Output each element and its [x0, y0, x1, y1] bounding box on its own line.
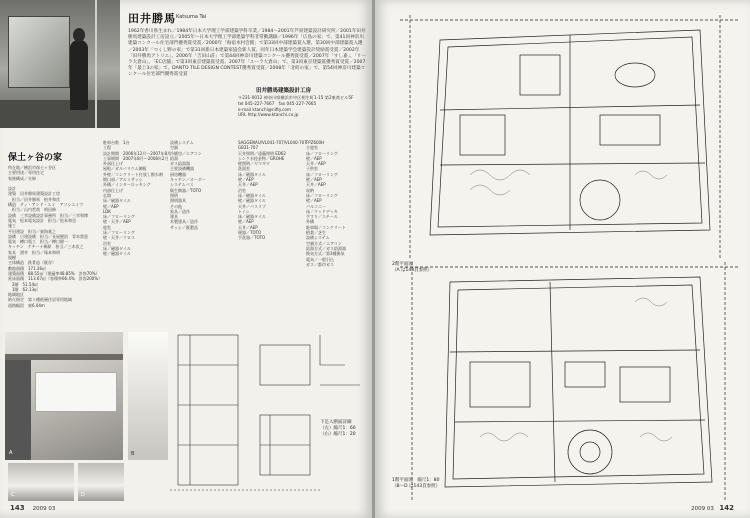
spec-line: 家具 酒井 担当／塚本和明 — [8, 249, 60, 255]
spec-line: 床／磁器タイル — [238, 214, 266, 220]
spec-line: 天井／AEP — [306, 182, 326, 188]
spec-line: 主体構造 鉄骨造（既存） — [8, 260, 56, 266]
spec-line: FPZ600H — [306, 140, 325, 145]
left-page-number: 143 — [10, 504, 25, 512]
spec-line: 壁／AEP — [103, 203, 119, 209]
spec-line: キッチン ケチーナ桐原 担当／三木次之 — [8, 244, 84, 250]
bathroom-photo — [5, 332, 123, 460]
right-issue: 2009 03 — [691, 506, 714, 512]
spec-line: 洗面室 — [238, 166, 250, 172]
spec-line: 設備 三幸設備設計事務所 担当／三幸和博 — [8, 212, 88, 218]
spec-line: 床／フローリング — [103, 214, 135, 220]
detail-caption-line3: （右）縮尺1：20 — [320, 432, 356, 437]
spec-line: 開口部／アルミサッシ — [103, 177, 143, 183]
spec-line: 空調方式／エアコン — [306, 240, 342, 246]
spec-line: 壁／磁器タイル — [238, 198, 266, 204]
corridor-photo — [128, 332, 168, 460]
spec-line: 天井照明／遠藤照明 ED62 — [238, 150, 286, 156]
second-floor-plan-note: （A は143頁参照） — [392, 268, 433, 273]
spec-line: 設備システム — [170, 140, 194, 145]
spec-line: 屋根／ガルバリウム鋼板 — [103, 166, 147, 172]
spec-line: 外構 — [306, 219, 314, 225]
spec-line: 照明器具 — [170, 198, 186, 204]
photo-label-a: A — [9, 450, 13, 456]
firm-email: e-mail ktanchi@nifty.com — [238, 106, 291, 112]
spec-line: その他 — [170, 203, 182, 209]
spec-column-5 — [306, 140, 366, 267]
spec-line: 寝室 — [103, 224, 111, 230]
spec-line: 壁・天井／AEP — [103, 219, 131, 225]
spec-line: 主寝室 — [306, 145, 318, 151]
spec-line: 家族構成／夫婦 — [8, 175, 36, 181]
spec-line: 便器／TOTO — [238, 230, 262, 236]
spec-line: 構造 ティ・アンド・エイ アソシエイツ — [8, 202, 84, 208]
spec-line: 床／磁器タイル — [103, 198, 131, 204]
spec-line: ガス／都市ガス — [306, 261, 334, 267]
first-floor-plan-caption — [392, 478, 440, 490]
spec-line: 壁／AEP — [238, 219, 254, 225]
spec-line: 壁照明／ヤマギワ — [238, 161, 270, 167]
spec-line: 所在地／横浜市保土ヶ谷区 — [8, 165, 56, 170]
spec-line: 床／磁器タイル — [238, 171, 266, 177]
spec-line: シンク水栓金物／GROHE — [238, 155, 285, 161]
spec-line: 換気方式／第3種換気 — [306, 251, 345, 257]
spec-line: 手洗器／TOTO — [238, 235, 266, 241]
spec-line: 工事期間 2007年8月〜2008年2月 — [103, 155, 169, 161]
detail-caption-line1: 下足入断面詳細 — [320, 420, 352, 425]
spec-line: 収納 — [306, 187, 314, 193]
spec-line: キッチン／オーダー — [170, 177, 206, 183]
firm-url: URL http://www.ktanchi.co.jp — [238, 112, 299, 118]
photo-label-d: D — [81, 492, 85, 498]
spec-line: 衛生陶器／TOTO — [170, 187, 202, 193]
spec-line: 駐車台数 1台 — [103, 140, 130, 145]
left-page — [0, 0, 372, 518]
first-floor-plan — [400, 262, 740, 502]
spec-line: 壁／磁器タイル — [103, 251, 131, 257]
spec-line: 給湯 — [170, 155, 178, 161]
spec-line: 担当／山内哲哉 相田修 — [8, 207, 56, 213]
spec-line: 道路幅員 東6.04m — [8, 302, 45, 308]
spec-line: 照明 — [170, 192, 178, 198]
spec-line: 家具／造作 — [170, 208, 190, 214]
door-photo — [78, 463, 124, 501]
spec-line: 工程 — [103, 145, 111, 151]
spec-line: 主要設備機器 — [170, 166, 194, 172]
spec-line: 電気／一般引込 — [306, 256, 334, 262]
left-issue: 2009 03 — [32, 506, 56, 512]
spec-line: ガス給湯器 — [170, 161, 190, 167]
spec-line: 植栽／芝生 — [306, 230, 326, 236]
spec-line: 主要用途／専用住宅 — [8, 170, 44, 176]
spec-line: 床／磁器タイル — [238, 192, 266, 198]
spec-line: 冷暖房／エアコン — [170, 150, 202, 156]
second-floor-plan-title: 2階平面図 — [392, 262, 413, 267]
spec-line: 建築 田井勝馬建築設計工房 — [8, 191, 60, 197]
spec-line: 子供室 — [306, 166, 318, 172]
spec-column-2 — [103, 140, 171, 257]
spec-line: 設備システム — [306, 235, 330, 241]
spec-line: 床／フローリング — [306, 171, 338, 177]
firm-tel: tel 045-227-7667 — [238, 100, 275, 106]
spec-line: 給湯方式／ガス給湯器 — [306, 245, 346, 251]
spec-line: 床／磁器タイル — [103, 245, 131, 251]
detail-caption-line2: （左）縮尺1：60 — [320, 426, 356, 431]
spec-line: 厨房機器 — [170, 171, 186, 177]
spec-line: 天井／AEP — [238, 224, 258, 230]
spec-line: システムバス — [170, 182, 194, 188]
spec-line: 電気 松本電気設計 担当／松本和也 — [8, 217, 76, 223]
left-folio — [10, 504, 55, 512]
spec-line: 施工 — [8, 223, 16, 229]
spec-line: 敷地面積 171.36㎡ — [8, 265, 46, 271]
first-floor-plan-note: （B〜D は143頁参照） — [392, 484, 441, 489]
right-page-number: 142 — [719, 504, 734, 512]
spec-line: 壁／AEP — [306, 155, 322, 161]
spec-line: 天井／バスリブ — [238, 203, 266, 209]
spec-line: バルコニー — [306, 203, 326, 209]
spec-line: 延床面積 113.67㎡（容積率66.4% 許容200%） — [8, 276, 103, 282]
right-folio — [691, 504, 742, 512]
spec-line: 床／ウッドデッキ — [306, 208, 338, 214]
firm-name: 田井勝馬建築設計工房 — [256, 88, 312, 94]
spec-line: 天井／AEP — [238, 182, 258, 188]
spec-line: 平田建設 担当／東海基之 — [8, 228, 56, 234]
spec-column-3 — [170, 140, 222, 230]
spec-line: 1階 62.13㎡ — [8, 286, 38, 292]
spec-line: 浴室 — [103, 240, 111, 246]
spec-line: GB31-707 — [238, 145, 259, 151]
shoe-cabinet-section-drawing — [170, 325, 366, 505]
spec-line: 2階 51.54㎡ — [8, 281, 38, 287]
spec-line: 設計期間 2006年12月〜2007年8月 — [103, 150, 171, 156]
architect-name-roman: Katsuma Tai — [176, 14, 207, 20]
spec-column-1 — [8, 165, 103, 308]
spec-line: 床／フローリング — [306, 192, 338, 198]
spec-column-4 — [238, 140, 307, 241]
spec-line: 木製建具／造作 — [170, 219, 198, 225]
project-title: 保土ヶ谷の家 — [8, 153, 63, 163]
firm-fax: fax 045-227-7665 — [278, 100, 317, 106]
second-floor-plan — [400, 15, 740, 260]
architect-portrait-photo — [0, 0, 120, 128]
spec-line: 壁／AEP — [306, 177, 322, 183]
spec-line: 規模 — [8, 255, 16, 261]
spec-line: 空調 — [170, 145, 178, 151]
spec-line: 地域地区 — [8, 292, 24, 298]
spec-line: 担当／田井勝馬 柏井和彦 — [8, 196, 60, 202]
photo-label-c: C — [11, 492, 15, 498]
architect-name: 田井勝馬 — [128, 12, 176, 25]
first-floor-plan-title: 1階平面図 縮尺1：80 — [392, 478, 440, 483]
spec-line: 建築面積 88.55㎡（建蔽率48.85% 許容70%） — [8, 270, 100, 276]
spec-line: 電気 樽口電工 担当／樽口健一 — [8, 239, 68, 245]
spec-line: 手すり／スチール — [306, 214, 338, 220]
spec-line: 内部仕上げ — [103, 187, 123, 193]
spec-line: 防火指定 第１種低層住居専用地域 — [8, 297, 72, 303]
spec-line: サッシ／既製品 — [170, 224, 198, 230]
spec-line: 設計 — [8, 186, 16, 192]
spec-line: 玄関 — [103, 192, 111, 198]
spec-line: 設備 日建設備 担当／長屋健治 青木貴恵 — [8, 233, 88, 239]
spec-line: 建具 — [170, 214, 178, 220]
spec-line: 床／フローリング — [306, 150, 338, 156]
faucet-photo — [8, 463, 74, 501]
spec-line: LDK — [103, 208, 111, 214]
photo-label-b: B — [131, 451, 135, 457]
firm-contact — [238, 95, 353, 118]
spec-line: 駐車場／コンクリート — [306, 224, 346, 230]
spec-line: 壁／AEP — [238, 177, 254, 183]
spec-line: 外壁／コンクリート打放し撥水剤 — [103, 171, 163, 177]
architect-bio: 1962年香川県生まれ／1984年日本大学理工学部建築学科卒業／1984〜2001年芦原建築設計研究所／2001年田井勝馬建築設計工房設立／2005年〜日本大学理工学部建築学科非常勤講師／1996年「広島の家」で、第41回神奈川建築コンクール住宅部門優秀賞受賞／2000年「海宿木村会館」で第33回中部建築賞入選、第30回中部建築賞入選／2003年「つくし野の家」で第31回新日本建築家協会新人賞、同年日本建築学会建築設計奨励賞受賞／2002年「田井勝馬アトリエ」、2006年「吉田山荘」で第44回神奈川建築コンクール優秀賞受賞／2007年「すし嘉」、「リーラ大倉山」、「EC店舗」で第3回東京建築賞受賞、2007年「ユーラ大倉山」で、第3回東京建築賞優秀賞受賞／2007年「最上3の家」で、DANTO TILE DESIGN CONTEST優秀賞受賞／2008年「北町の家」で、第54回神奈川建築コンクール住宅部門優秀賞受賞 — [128, 29, 366, 78]
firm-address: 〒231-0012 神奈川県横浜市中区相生町1-15 第2東商ビル5F — [238, 95, 354, 100]
spec-line: 外部仕上げ — [103, 161, 123, 167]
spec-line: 床／フローリング — [103, 230, 135, 236]
spec-line: 浴室 — [238, 187, 246, 193]
spec-line: トイレ — [238, 208, 250, 214]
spec-line: 天井／AEP — [306, 161, 326, 167]
second-floor-plan-caption — [392, 262, 432, 274]
detail-caption — [320, 420, 356, 438]
spec-line: 外構／インターロッキング — [103, 182, 151, 188]
spec-line: 壁・天井／クロス — [103, 235, 135, 241]
spec-line: SAGGENAU/VL041-707/VL040-707 — [238, 140, 307, 145]
spec-line: 壁／AEP — [306, 198, 322, 204]
